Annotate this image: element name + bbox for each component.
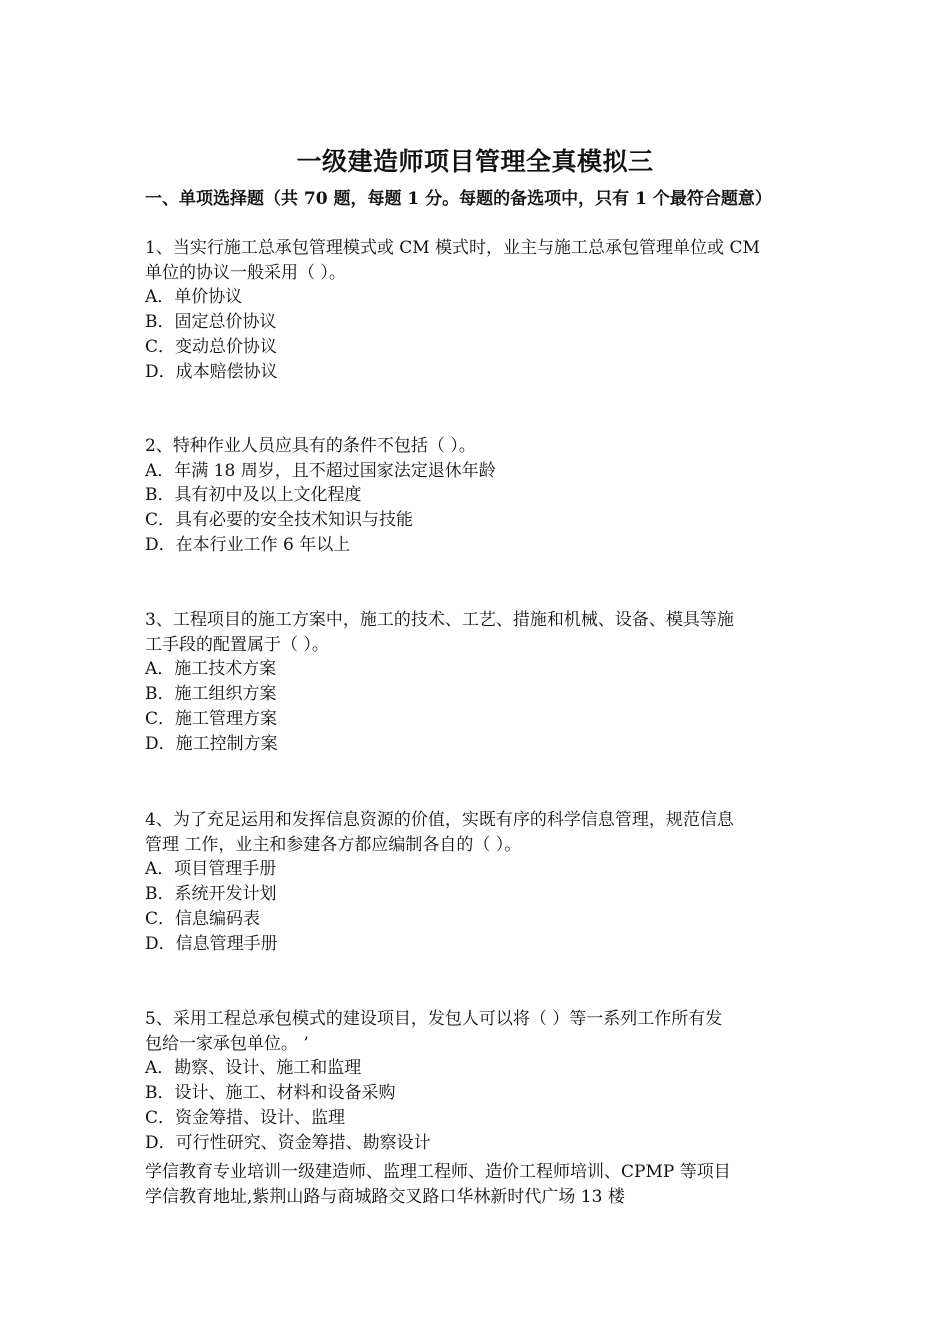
question-2 [145,434,810,558]
option-a: A．项目管理手册 [145,859,277,880]
option-c: C．资金筹措、设计、监理 [145,1107,346,1128]
question-stem-line: 包给一家承包单位。 ’ [145,1033,309,1054]
option-d: D．在本行业工作 6 年以上 [145,534,351,555]
question-4 [145,808,810,956]
question-stem-line: 3、工程项目的施工方案中，施工的技术、工艺、措施和机械、设备、模具等施 [145,610,734,630]
option-b: B．系统开发计划 [145,884,277,905]
footer-line: 学信教育专业培训一级建造师、监理工程师、造价工程师培训、CPMP 等项目 [145,1162,731,1182]
option-d: D．成本赔偿协议 [145,361,278,382]
question-stem-line: 2、特种作业人员应具有的条件不包括（ ）。 [145,436,476,456]
option-a: A．勘察、设计、施工和监理 [145,1058,362,1079]
option-a: A．施工技术方案 [145,659,277,680]
question-1 [145,236,810,384]
footer-line: 学信教育地址,紫荆山路与商城路交叉路口华林新时代广场 13 楼 [145,1187,625,1207]
option-b: B．固定总价协议 [145,312,277,333]
option-c: C．具有必要的安全技术知识与技能 [145,510,414,531]
option-b: B．具有初中及以上文化程度 [145,485,362,506]
option-a: A．年满 18 周岁，且不超过国家法定退休年龄 [145,460,496,481]
option-d: D．信息管理手册 [145,933,278,954]
question-stem-line: 5、采用工程总承包模式的建设项目，发包人可以将（ ）等一系列工作所有发 [145,1009,723,1029]
question-5 [145,1007,810,1155]
option-b: B．设计、施工、材料和设备采购 [145,1083,396,1104]
question-stem-line: 4、为了充足运用和发挥信息资源的价值，实既有序的科学信息管理，规范信息 [145,810,734,830]
footer [145,1160,825,1210]
page-title: 一级建造师项目管理全真模拟三 [296,147,654,176]
option-b: B．施工组织方案 [145,684,277,705]
question-3 [145,608,810,756]
question-stem-line: 1、当实行施工总承包管理模式或 CM 模式时，业主与施工总承包管理单位或 CM [145,238,760,258]
option-c: C．信息编码表 [145,908,261,929]
option-d: D．可行性研究、资金筹措、勘察设计 [145,1132,431,1153]
option-c: C．施工管理方案 [145,708,278,729]
option-c: C．变动总价协议 [145,336,278,357]
question-stem-line: 工手段的配置属于（ ）。 [145,634,329,655]
option-a: A．单价协议 [145,287,243,308]
question-stem-line: 管理 工作，业主和参建各方都应编制各自的（ ）。 [145,834,522,855]
question-stem-line: 单位的协议一般采用（ ）。 [145,262,346,283]
option-d: D．施工控制方案 [145,733,278,754]
section-heading: 一、单项选择题（共 70 题，每题 1 分。每题的备选项中，只有 1 个最符合题意） [145,189,772,209]
